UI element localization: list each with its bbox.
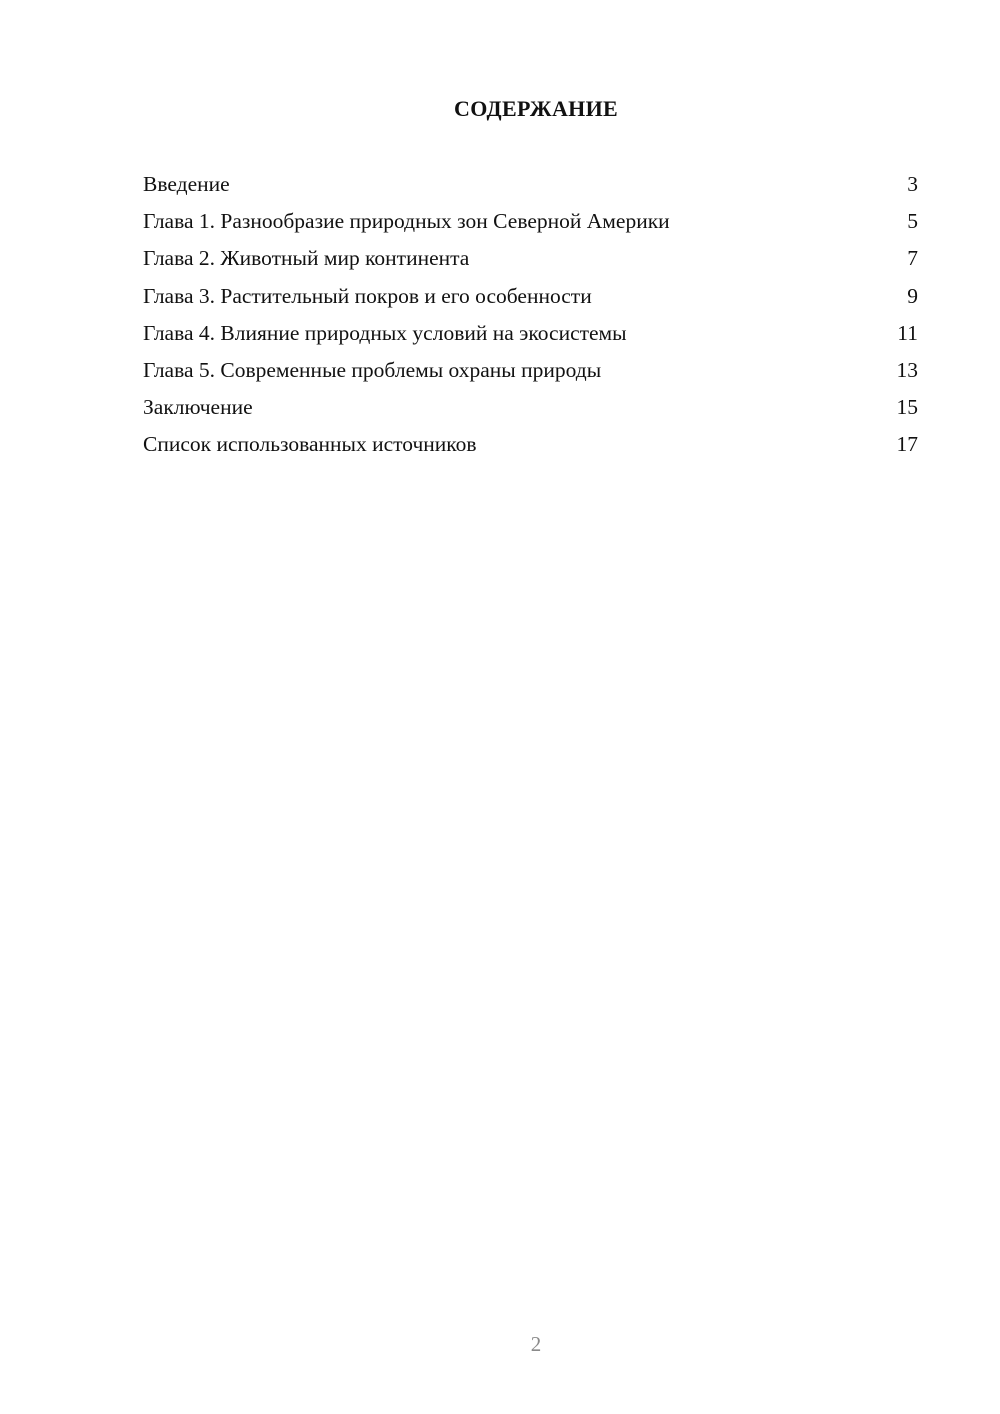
toc-entry-page: 3 — [907, 172, 918, 196]
toc-entry-label: Список использованных источников — [143, 432, 477, 457]
toc-entry-label: Глава 4. Влияние природных условий на экосистемы — [143, 320, 627, 345]
toc-entry-page: 11 — [897, 320, 918, 345]
toc-entry-label: Глава 5. Современные проблемы охраны природы — [143, 357, 602, 382]
page-number: 2 — [530, 1332, 542, 1356]
toc-entry-label: Заключение — [143, 395, 253, 420]
toc-entry — [143, 315, 918, 352]
toc-entry-label: Глава 1. Разнообразие природных зон Северной Америки — [143, 209, 670, 234]
toc-entry — [143, 240, 918, 277]
toc-entry-page: 9 — [907, 283, 918, 308]
toc-entry — [143, 166, 918, 203]
toc-entry-page: 17 — [896, 432, 918, 457]
toc-entry-label: Глава 3. Растительный покров и его особенности — [143, 283, 592, 308]
toc-entry-label: Введение — [143, 172, 230, 196]
toc-entry — [143, 352, 918, 389]
toc-entry-page: 15 — [896, 395, 918, 420]
toc-entry-label: Глава 2. Животный мир континента — [143, 246, 470, 271]
toc-entry — [143, 278, 918, 315]
toc-entry — [143, 203, 918, 240]
toc-entry-page: 13 — [896, 357, 918, 382]
toc-title: СОДЕРЖАНИЕ — [454, 96, 618, 121]
table-of-contents — [143, 166, 918, 464]
toc-entry — [143, 426, 918, 463]
toc-entry-page: 5 — [907, 209, 918, 234]
toc-entry — [143, 389, 918, 426]
toc-entry-page: 7 — [907, 246, 918, 271]
